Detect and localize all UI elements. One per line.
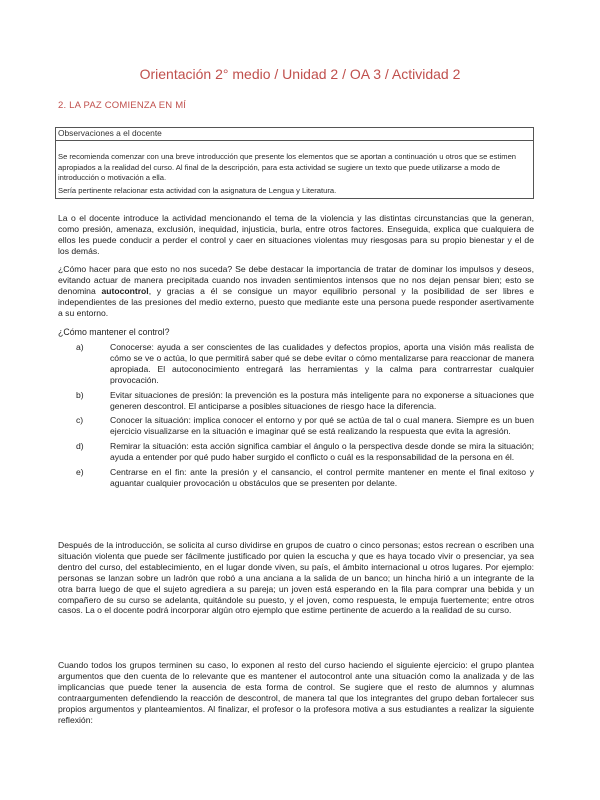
list-item xyxy=(72,467,534,489)
list-item xyxy=(72,415,534,437)
list-item-text: Conocerse: ayuda a ser conscientes de las cualidades y defectos propios, aporta una visión más realista de cómo se ve o actúa, lo que permitirá saber qué se debe evitar o cómo mentalizarse para reaccionar de manera apropiada. El autoconocimiento entregará las herramientas y la calma para contrarrestar cualquier provocación. xyxy=(110,342,534,385)
question-text-before: ¿Cómo hacer para que esto no nos suceda? Se debe destacar la importancia de tratar de dominar los impulsos y deseos, evitando actuar de manera precipitada cuando nos invaden sentimientos intensos que no nos dejan pensar bien; esto se denomina xyxy=(58,264,534,296)
closing-paragraph: Cuando todos los grupos terminen su caso, lo exponen al resto del curso haciendo el siguiente ejercicio: el grupo plantea argumentos que den cuenta de lo relevante que es mantener el autocontrol ante una situación como la analizada y de las implicancias que puede tener la ausencia de esta forma de control. Se sugiere que el resto de alumnos y alumnas contraargumenten defendiendo la reacción de descontrol, de manera tal que los integrantes del grupo deban fortalecer sus propios argumentos y planteamientos. Al finalizar, el profesor o la profesora motiva a sus estudiantes a realizar la siguiente reflexión: xyxy=(58,660,534,725)
control-heading: ¿Cómo mantener el control? xyxy=(58,327,170,337)
page-title: Orientación 2° medio / Unidad 2 / OA 3 / Actividad 2 xyxy=(139,66,461,82)
activity-paragraph: Después de la introducción, se solicita al curso dividirse en grupos de cuatro o cinco personas; estos recrean o escriben una situación violenta que puede ser fácilmente justificado por quien la escucha y que es haya tocado vivir o presenciar, ya sea dentro del curso, del establecimiento, en el lugar donde viven, su país, el ámbito internacional u otros lugares. Por ejemplo: personas se lanzan sobre un ladrón que robó a una anciana a la salida de un banco; un hincha hirió a un integrante de la otra barra luego de que el sujeto agrediera a su pareja; un joven está esperando en la fila para comprar una bebida y un compañero de su curso se adelanta, quitándole su puesto, y el joven, como respuesta, le empuja fuertemente; entre otros casos. La o el docente podrá incorporar algún otro ejemplo que estime pertinente de acuerdo a la realidad de su curso. xyxy=(58,540,534,616)
list-marker: c) xyxy=(76,415,84,426)
list-item xyxy=(72,342,534,386)
observations-note: Sería pertinente relacionar esta actividad con la asignatura de Lengua y Literatura. xyxy=(58,186,337,195)
list-item xyxy=(72,441,534,463)
section-heading: 2. LA PAZ COMIENZA EN MÍ xyxy=(58,100,187,111)
question-bold-term: autocontrol xyxy=(101,285,149,296)
list-item-text: Centrarse en el fin: ante la presión y el cansancio, el control permite mantener en mente el final exitoso y aguantar cualquier provocación u obstáculos que se presenten por delante. xyxy=(110,467,534,488)
list-marker: e) xyxy=(76,467,84,478)
observations-text: Se recomienda comenzar con una breve introducción que presente los elementos que se aportan a continuación u otros que se estimen apropiados a la realidad del curso. Al final de la descripción, para esta actividad se sugiere un texto que puede utilizarse a modo de introducción o motivación a ella. xyxy=(58,152,517,183)
intro-paragraph: La o el docente introduce la actividad mencionando el tema de la violencia y las distintas circunstancias que la generan, como presión, amenaza, exclusión, inequidad, injusticia, burla, entre otros factores. Enseguida, explica que cualquiera de ellos les puede conducir a perder el control y caer en situaciones violentas muy riesgosas para su propio bienestar y el de los demás. xyxy=(58,213,534,256)
question-paragraph xyxy=(58,264,534,319)
list-marker: b) xyxy=(76,389,84,400)
list-item-text: Conocer la situación: implica conocer el entorno y por qué se actúa de tal o cual manera. Siempre es un buen ejercicio visualizarse en la situación e imaginar qué se está realizando la respuesta que evita la agresión. xyxy=(110,415,534,437)
list-marker: a) xyxy=(76,342,84,352)
question-text-after: , y gracias a él se consigue un mayor equilibrio personal y la posibilidad de ser libres e independientes de las presiones del medio externo, puesto que mediante este una persona puede responder asertivamente a su entorno. xyxy=(58,285,534,318)
list-marker: d) xyxy=(76,441,84,452)
list-item-text: Evitar situaciones de presión: la prevención es la postura más inteligente para no exponerse a situaciones que generen descontrol. El anticiparse a posibles situaciones de riesgo hace la diferencia. xyxy=(110,389,534,411)
list-item xyxy=(72,390,534,412)
control-list xyxy=(72,342,534,493)
observations-heading: Observaciones a el docente xyxy=(55,127,534,141)
list-item-text: Remirar la situación: esta acción significa cambiar el ángulo o la perspectiva desde donde se mira la situación; ayuda a entender por qué pudo haber surgido el conflicto o cuál es la responsabilidad de la persona en él. xyxy=(110,441,534,463)
